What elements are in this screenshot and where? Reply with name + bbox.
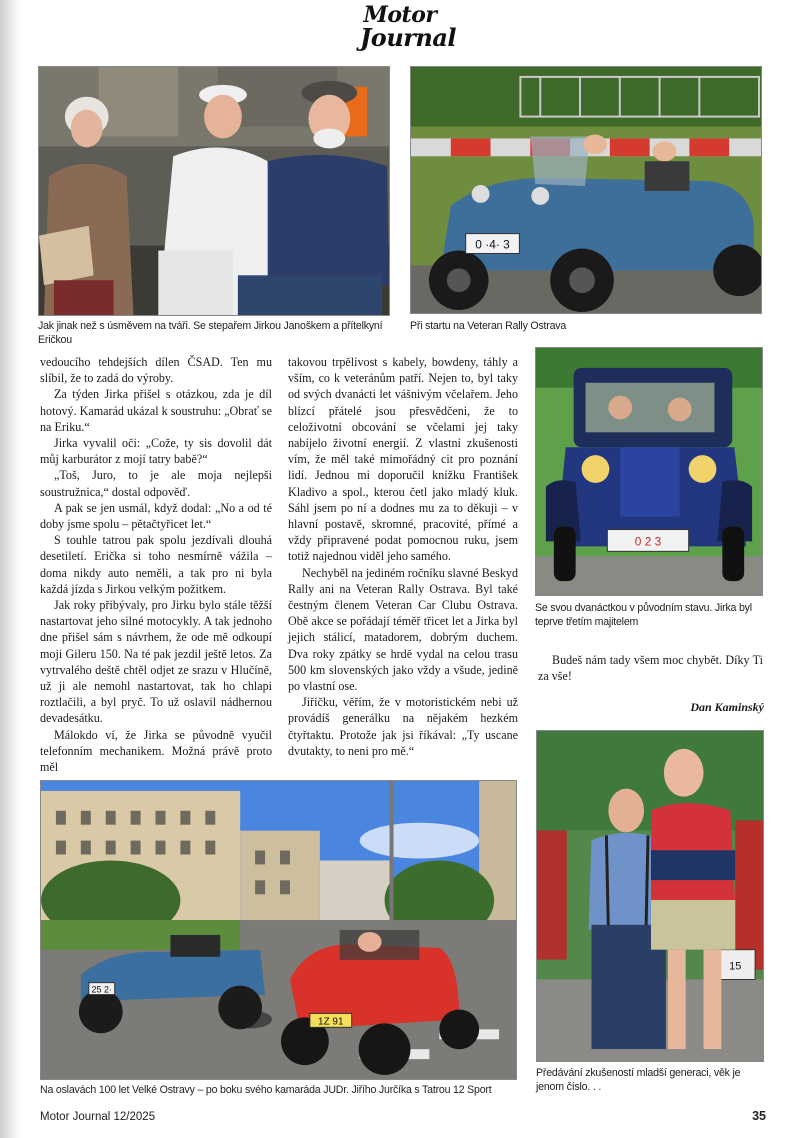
rally-plate-photo2: 0 ·4· 3 [475,237,510,252]
paragraph: Jirka vyvalil oči: „Cože, ty sis dovolil dát můj karburátor z mojí tatry babě?“ [40,436,272,467]
page-gutter-shadow [0,0,22,1138]
photo-ostrava-celebration [40,780,517,1080]
paragraph: vedoucího tehdejších dílen ČSAD. Ten mu slíbil, že to zadá do výroby. [40,355,272,386]
rally-plate-photo4b: 1Z 91 [318,1016,344,1028]
rally-plate-photo5: 15 [729,960,742,973]
article-column-2 [288,354,518,759]
masthead-logo [340,4,460,50]
caption-photo2: Při startu na Veteran Rally Ostrava [410,320,567,332]
masthead-line2: Journal [359,23,457,52]
caption-photo5: Předávání zkušeností mladší generaci, věk je jenom číslo. . . [536,1067,741,1093]
page-number: 35 [752,1109,766,1123]
footer-magazine [40,1111,155,1123]
photo-friends-bench [38,66,390,316]
footer-magazine-name: Motor Journal [40,1111,111,1123]
caption-photo1: Jak jinak než s úsměvem na tváři. Se stepařem Jirkou Janoškem a přítelkyní Eričkou [38,320,383,346]
author-signature: Dan Kaminský [690,700,764,714]
photo-tatra-twelve [535,347,763,596]
paragraph: takovou trpělivost s kabely, bowdeny, táhly a vším, co k veteránům patří. Nejen to, byl taky od svých dvanácti let vášnivým včelařem. Jeho blízcí přátelé jsou přesvědčeni, že to celoživotní obcování se včelami jej taky nabíjelo životní energií. Z vlastní zkušenosti vím, že měl také mimořádný cit pro poznání lidí. Jednou mi doporučil knížku František Kladivo a spol., kterou četl jako mladý kluk. Sáhl jsem po ní a dodnes mu za to děkuji – v hlavní postavě, skromné, pracovité, přímé a vždy připravené podat pomocnou ruku, jsem totiž najednou viděl jeho samého. [288,355,518,564]
paragraph: Jiříčku, věřím, že v motoristickém nebi už provádíš generálku na nějakém hezkém čtyřtaktu. Protože jak jsi říkával: „Ty uscane dvutakty, to neni pro mě.“ [288,695,518,758]
rally-plate-photo4a: 25 2· [91,984,112,995]
footer-issue: 12/2025 [113,1111,156,1123]
caption-photo4: Na oslavách 100 let Velké Ostravy – po boku svého kamaráda JUDr. Jiřího Jurčíka s Tatrou 12 Sport [40,1084,492,1096]
paragraph: Jak roky přibývaly, pro Jirku bylo stále těžší nastartovat jeho silné motocykly. A tak jednoho dne přišel sám s návrhem, že ode mě odkoupí moji Gileru 150. Na té pak jezdil ještě letos. Za vytrvalého deště chtěl odjet ze srazu v Hlučíně, už ji ale nemohl nastartovat, tak ho chlapi roztlačili, a byl pryč. To už oslavil nádhernou devadesátku. [40,598,272,726]
photo-rally-start [410,66,762,314]
paragraph: A pak se jen usmál, když dodal: „No a od té doby jsme spolu – pětačtyřicet let.“ [40,500,272,532]
article-closing [538,652,763,684]
paragraph: Málokdo ví, že Jirka se původně vyučil telefonním mechanikem. Možná právě proto měl [40,727,272,775]
rally-plate-photo3: 0 2 3 [634,534,662,549]
closing-paragraph: Budeš nám tady všem moc chybět. Díky Ti za vše! [538,653,763,684]
photo-young-generation [536,730,764,1062]
paragraph: Nechyběl na jediném ročníku slavné Beskyd Rally ani na Veteran Rally Ostrava. Byl také čestným členem Veteran Car Clubu Ostrava. Obě akce se pořádají téměř třicet let a Jirka byl jejich stálicí, matadorem, dobrým duchem. Dva roky zpátky se hrdě vydal na celou trasu 500 km slovenských jako vždy a všude, jedině po vlastní ose. [288,565,518,694]
article-column-1 [40,354,272,775]
paragraph: S touhle tatrou pak spolu jezdívali dlouhá desetiletí. Erička si toho nesmírně vážila – doma nikdy auto neměli, a tak pro ni byla každá jízda s Jirkou velkým požitkem. [40,533,272,596]
paragraph: „Toš, Juro, to je ale moja nejlepši soustružnica,“ dostal odpověď. [40,468,272,499]
paragraph: Za týden Jirka přišel s otázkou, zda je díl hotový. Kamarád ukázal k soustruhu: „Obrať se na Eriku.“ [40,387,272,434]
caption-photo3: Se svou dvanáctkou v původním stavu. Jirka byl teprve třetím majitelem [535,602,752,628]
masthead-line1: Motor [363,2,437,28]
